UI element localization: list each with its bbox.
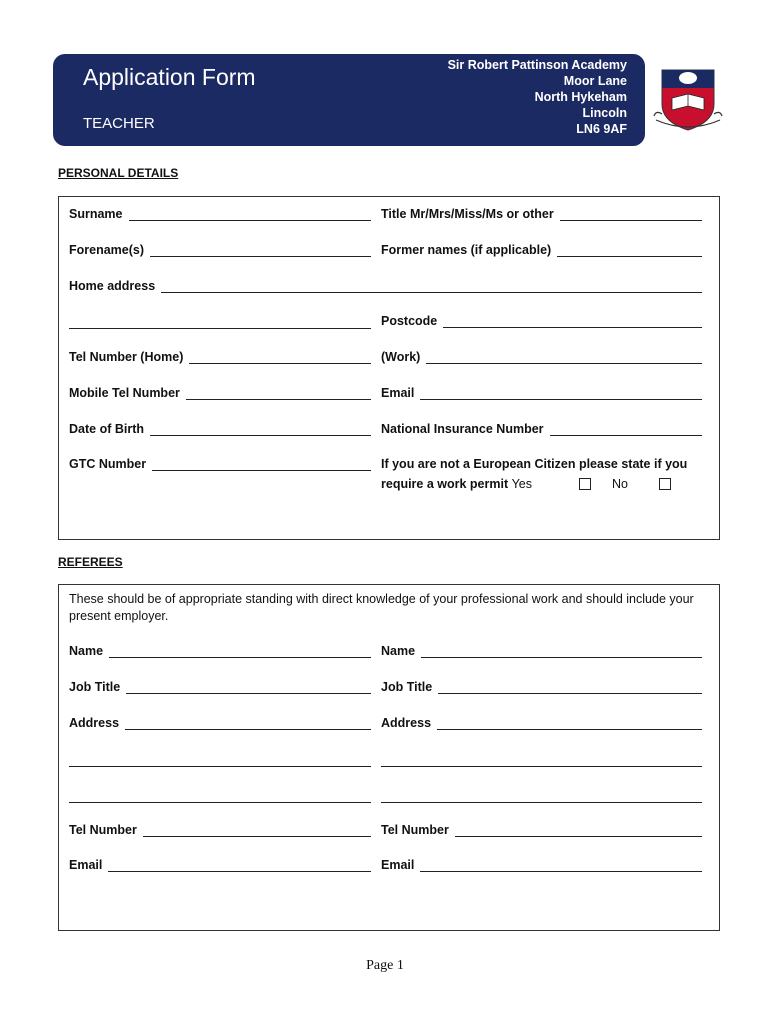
address-line-5: LN6 9AF: [576, 122, 627, 136]
referee2-address-line-2[interactable]: [381, 765, 702, 767]
gtc-number-label: GTC Number: [69, 457, 147, 471]
referee1-email-label: Email: [69, 858, 103, 872]
referee2-tel-line[interactable]: [455, 825, 702, 837]
email-label: Email: [381, 386, 415, 400]
referee2-name-field[interactable]: [381, 644, 702, 658]
postcode-field[interactable]: [381, 314, 702, 328]
referee1-address-label: Address: [69, 716, 120, 730]
title-label: Title Mr/Mrs/Miss/Ms or other: [381, 207, 554, 221]
referee1-tel-field[interactable]: [69, 823, 371, 837]
form-subtitle: TEACHER: [83, 115, 155, 132]
ni-number-line[interactable]: [550, 424, 702, 436]
referee2-name-line[interactable]: [421, 646, 702, 658]
referee2-address-field[interactable]: [381, 716, 702, 730]
referee2-tel-field[interactable]: [381, 823, 702, 837]
referee1-address-line-2[interactable]: [69, 765, 371, 767]
home-address-label: Home address: [69, 279, 156, 293]
tel-work-line[interactable]: [426, 352, 702, 364]
header-banner: [53, 54, 645, 146]
referee1-name-field[interactable]: [69, 644, 371, 658]
yes-checkbox[interactable]: [579, 478, 591, 490]
referees-heading: REFEREES: [58, 555, 123, 569]
email-line[interactable]: [420, 388, 702, 400]
home-address-line[interactable]: [161, 281, 702, 293]
postcode-line[interactable]: [443, 316, 702, 328]
school-crest-logo: [652, 64, 724, 136]
tel-home-field[interactable]: [69, 350, 371, 364]
referee1-email-line[interactable]: [108, 860, 371, 872]
tel-work-field[interactable]: [381, 350, 702, 364]
ni-number-label: National Insurance Number: [381, 422, 544, 436]
no-checkbox[interactable]: [659, 478, 671, 490]
surname-field[interactable]: [69, 207, 371, 221]
home-address-line-2[interactable]: [69, 327, 371, 329]
title-field[interactable]: [381, 207, 702, 221]
referees-box: [58, 584, 720, 931]
former-names-line[interactable]: [557, 245, 702, 257]
mobile-label: Mobile Tel Number: [69, 386, 180, 400]
page-number: Page 1: [366, 958, 404, 973]
work-permit-question-2: [381, 477, 532, 491]
referee1-job-field[interactable]: [69, 680, 371, 694]
referee1-job-label: Job Title: [69, 680, 121, 694]
gtc-number-field[interactable]: [69, 457, 371, 471]
email-field[interactable]: [381, 386, 702, 400]
work-permit-label: require a work permit: [381, 477, 509, 491]
referee1-job-line[interactable]: [126, 682, 371, 694]
title-line[interactable]: [560, 209, 702, 221]
tel-home-line[interactable]: [189, 352, 371, 364]
referee1-address-line[interactable]: [125, 718, 371, 730]
referee2-address-label: Address: [381, 716, 432, 730]
referee2-address-line[interactable]: [437, 718, 702, 730]
surname-label: Surname: [69, 207, 123, 221]
forenames-label: Forename(s): [69, 243, 145, 257]
no-label: No: [612, 477, 628, 491]
school-address: [448, 57, 627, 137]
ni-number-field[interactable]: [381, 422, 702, 436]
referee2-job-label: Job Title: [381, 680, 433, 694]
personal-details-heading: PERSONAL DETAILS: [58, 166, 179, 180]
mobile-field[interactable]: [69, 386, 371, 400]
tel-work-label: (Work): [381, 350, 421, 364]
referee2-job-line[interactable]: [438, 682, 702, 694]
former-names-field[interactable]: [381, 243, 702, 257]
form-title: Application Form: [83, 64, 256, 90]
mobile-line[interactable]: [186, 388, 371, 400]
referee2-email-label: Email: [381, 858, 415, 872]
former-names-label: Former names (if applicable): [381, 243, 552, 257]
address-line-1: Sir Robert Pattinson Academy: [447, 58, 627, 72]
dob-label: Date of Birth: [69, 422, 144, 436]
dob-line[interactable]: [150, 424, 371, 436]
address-line-4: Lincoln: [582, 106, 627, 120]
referee2-job-field[interactable]: [381, 680, 702, 694]
forenames-field[interactable]: [69, 243, 371, 257]
referee1-tel-line[interactable]: [143, 825, 371, 837]
address-line-3: North Hykeham: [534, 90, 627, 104]
referee1-name-line[interactable]: [109, 646, 371, 658]
home-address-field[interactable]: [69, 279, 702, 293]
referee1-tel-label: Tel Number: [69, 823, 137, 837]
referee2-email-line[interactable]: [420, 860, 702, 872]
work-permit-question: If you are not a European Citizen please state if you: [381, 457, 688, 471]
referee2-name-label: Name: [381, 644, 416, 658]
referee1-address-field[interactable]: [69, 716, 371, 730]
tel-home-label: Tel Number (Home): [69, 350, 184, 364]
referee2-tel-label: Tel Number: [381, 823, 449, 837]
referees-intro: These should be of appropriate standing with direct knowledge of your professional work and should include your present employer.: [69, 592, 694, 623]
yes-label: Yes: [511, 477, 533, 491]
referee2-email-field[interactable]: [381, 858, 702, 872]
referee2-address-line-3[interactable]: [381, 801, 702, 803]
dob-field[interactable]: [69, 422, 371, 436]
forenames-line[interactable]: [150, 245, 371, 257]
postcode-label: Postcode: [381, 314, 438, 328]
referee1-name-label: Name: [69, 644, 104, 658]
referee1-address-line-3[interactable]: [69, 801, 371, 803]
referee1-email-field[interactable]: [69, 858, 371, 872]
address-line-2: Moor Lane: [563, 74, 627, 88]
surname-line[interactable]: [129, 209, 372, 221]
gtc-number-line[interactable]: [152, 459, 371, 471]
